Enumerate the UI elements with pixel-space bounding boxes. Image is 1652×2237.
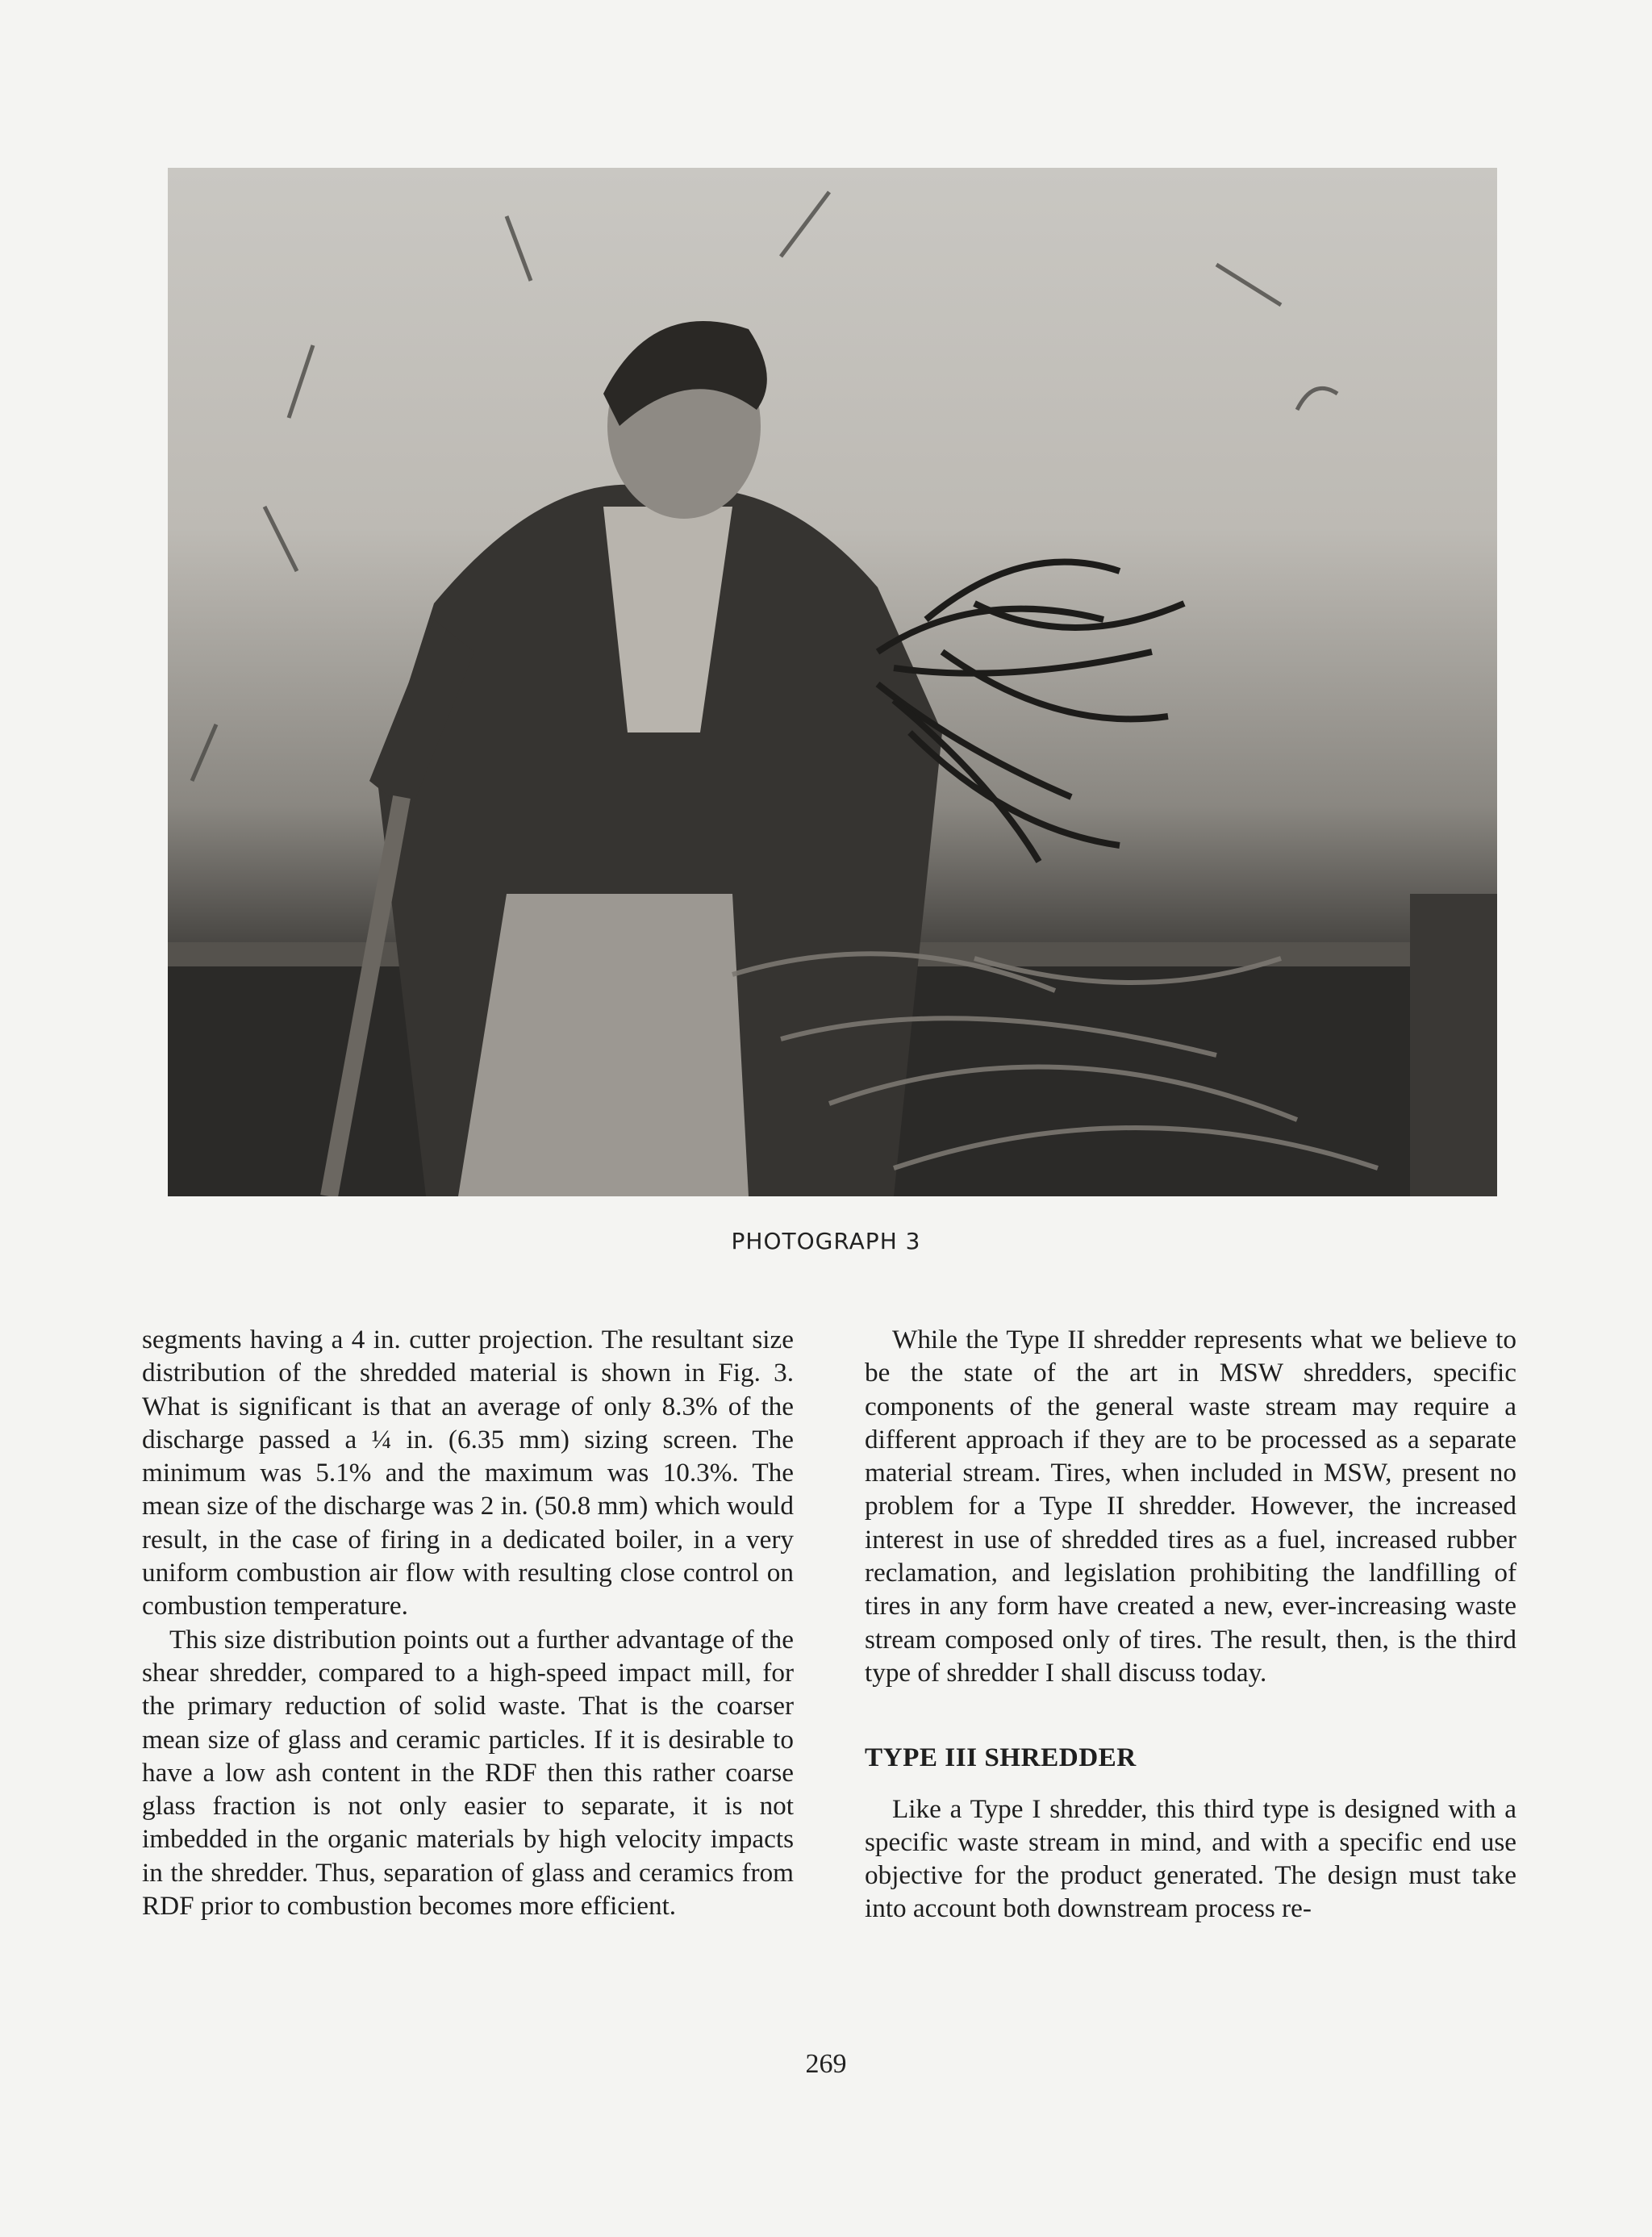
photo-caption: PHOTOGRAPH 3 bbox=[731, 1228, 921, 1254]
page-number: 269 bbox=[805, 2049, 847, 2079]
photograph bbox=[168, 168, 1497, 1196]
right-paragraph-1: While the Type II shredder represents what we believe to be the state of the art in MSW shredders, specific components of the general waste stream may require a different approach if they are to be processed as a separate material stream. Tires, when included in MSW, present no problem for a Type II shredder. However, the increased interest in use of shredded tires as a fuel, increased rubber reclamation, and legislation prohibiting the landfilling of tires in any form have created a new, ever-increasing waste stream composed only of tires. The result, then, is the third type of shredder I shall discuss today. bbox=[865, 1325, 1516, 1688]
left-column bbox=[142, 1323, 794, 1922]
left-paragraph-2: This size distribution points out a further advantage of the shear shredder, compared to a high-speed impact mill, for the primary reduction of solid waste. That is the coarser mean size of glass and ceramic particles. If it is desirable to have a low ash content in the RDF then this rather coarse glass fraction is not only easier to separate, it is not imbedded in the organic materials by high velocity impacts in the shredder. Thus, separation of glass and ceramics from RDF prior to combustion becomes more efficient. bbox=[142, 1624, 794, 1922]
right-column bbox=[865, 1323, 1516, 1926]
right-paragraph-2: Like a Type I shredder, this third type is designed with a specific waste stream in mind, and with a specific end use objective for the product generated. The design must take into account both downstream process re- bbox=[865, 1793, 1516, 1924]
section-heading: TYPE III SHREDDER bbox=[865, 1742, 1137, 1773]
left-paragraph-1: segments having a 4 in. cutter projection. The resultant size distribution of the shredded material is shown in Fig. 3. What is significant is that an average of only 8.3% of the discharge passed a ¼ in. (6.35 mm) sizing screen. The minimum was 5.1% and the maximum was 10.3%. The mean size of the discharge was 2 in. (50.8 mm) which would result, in the case of firing in a dedicated boiler, in a very uniform combustion air flow with resulting close control on combustion temperature. bbox=[142, 1325, 794, 1621]
photograph-man-holding-shredded-tires-icon bbox=[168, 168, 1497, 1196]
